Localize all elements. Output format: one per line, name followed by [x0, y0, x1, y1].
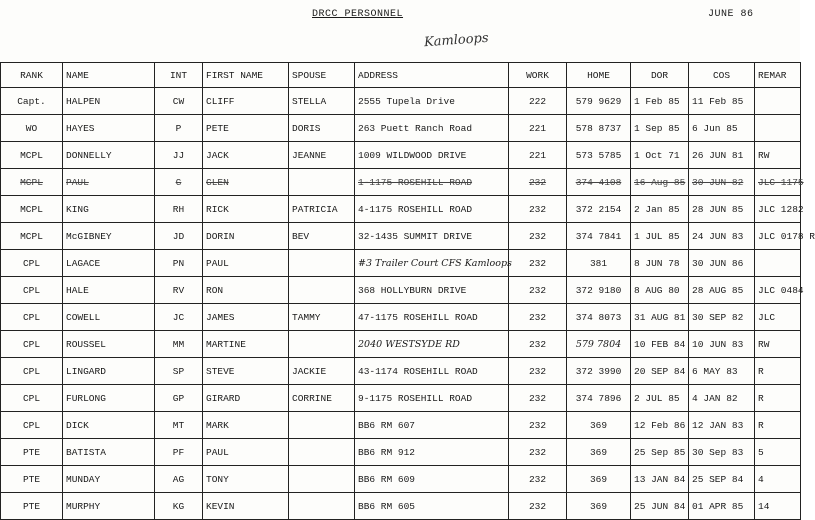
cell-remarks: [755, 88, 801, 115]
cell-int: CW: [155, 88, 203, 115]
cell-work: 232: [509, 304, 567, 331]
cell-dor: 25 Sep 85: [631, 439, 689, 466]
cell-work: 232: [509, 466, 567, 493]
cell-int: JJ: [155, 142, 203, 169]
cell-work: 232: [509, 223, 567, 250]
cell-home: 381: [567, 250, 631, 277]
cell-first: GIRARD: [203, 385, 289, 412]
cell-cos: 01 APR 85: [689, 493, 755, 520]
cell-rank: MCPL: [1, 196, 63, 223]
cell-address: 2555 Tupela Drive: [355, 88, 509, 115]
cell-rank: CPL: [1, 412, 63, 439]
cell-rank: CPL: [1, 358, 63, 385]
cell-name: LAGACE: [63, 250, 155, 277]
cell-first: DORIN: [203, 223, 289, 250]
cell-work: 232: [509, 493, 567, 520]
col-header-first-name: FIRST NAME: [203, 63, 289, 88]
cell-rank: PTE: [1, 466, 63, 493]
cell-address: 1009 WILDWOOD DRIVE: [355, 142, 509, 169]
cell-name: DICK: [63, 412, 155, 439]
cell-work: 232: [509, 169, 567, 196]
cell-name: DONNELLY: [63, 142, 155, 169]
cell-first: GLEN: [203, 169, 289, 196]
cell-int: JC: [155, 304, 203, 331]
cell-remarks: R: [755, 385, 801, 412]
table-row: [1, 358, 801, 385]
cell-cos: 10 JUN 83: [689, 331, 755, 358]
document-date: JUNE 86: [708, 9, 754, 20]
cell-home: 369: [567, 412, 631, 439]
cell-first: KEVIN: [203, 493, 289, 520]
table-row: [1, 385, 801, 412]
cell-rank: MCPL: [1, 169, 63, 196]
cell-remarks: JLC 0178 R: [755, 223, 801, 250]
cell-spouse: [289, 331, 355, 358]
cell-work: 232: [509, 439, 567, 466]
cell-cos: 28 AUG 85: [689, 277, 755, 304]
cell-first: TONY: [203, 466, 289, 493]
cell-remarks: JLC 1282: [755, 196, 801, 223]
cell-spouse: JEANNE: [289, 142, 355, 169]
cell-dor: 2 Jan 85: [631, 196, 689, 223]
cell-name: MUNDAY: [63, 466, 155, 493]
cell-address: 47-1175 ROSEHILL ROAD: [355, 304, 509, 331]
cell-address: 43-1174 ROSEHILL ROAD: [355, 358, 509, 385]
cell-name: PAUL: [63, 169, 155, 196]
cell-cos: 30 JUN 82: [689, 169, 755, 196]
col-header-home: HOME: [567, 63, 631, 88]
table-row: [1, 250, 801, 277]
col-header-work: WORK: [509, 63, 567, 88]
table-row: [1, 115, 801, 142]
cell-address: BB6 RM 912: [355, 439, 509, 466]
cell-spouse: [289, 439, 355, 466]
cell-name: LINGARD: [63, 358, 155, 385]
cell-rank: CPL: [1, 250, 63, 277]
cell-remarks: R: [755, 412, 801, 439]
cell-first: CLIFF: [203, 88, 289, 115]
document-title: DRCC PERSONNEL: [312, 9, 404, 20]
cell-int: JD: [155, 223, 203, 250]
cell-cos: 6 Jun 85: [689, 115, 755, 142]
cell-name: BATISTA: [63, 439, 155, 466]
cell-first: MARK: [203, 412, 289, 439]
cell-work: 232: [509, 196, 567, 223]
table-row: [1, 196, 801, 223]
cell-first: JAMES: [203, 304, 289, 331]
cell-name: HAYES: [63, 115, 155, 142]
cell-home: 369: [567, 493, 631, 520]
cell-dor: 10 FEB 84: [631, 331, 689, 358]
col-header-rank: RANK: [1, 63, 63, 88]
cell-spouse: JACKIE: [289, 358, 355, 385]
cell-cos: 4 JAN 82: [689, 385, 755, 412]
cell-cos: 6 MAY 83: [689, 358, 755, 385]
cell-int: RH: [155, 196, 203, 223]
cell-home: 579 9629: [567, 88, 631, 115]
cell-first: RICK: [203, 196, 289, 223]
cell-first: MARTINE: [203, 331, 289, 358]
cell-remarks: JLC: [755, 304, 801, 331]
cell-remarks: 5: [755, 439, 801, 466]
col-header-address: ADDRESS: [355, 63, 509, 88]
cell-rank: MCPL: [1, 223, 63, 250]
cell-dor: 16 Aug 85: [631, 169, 689, 196]
cell-spouse: PATRICIA: [289, 196, 355, 223]
col-header-cos: COS: [689, 63, 755, 88]
cell-spouse: [289, 169, 355, 196]
table-row: [1, 412, 801, 439]
cell-spouse: [289, 412, 355, 439]
cell-home: 374 4108: [567, 169, 631, 196]
cell-remarks: RW: [755, 331, 801, 358]
cell-rank: WO: [1, 115, 63, 142]
cell-spouse: TAMMY: [289, 304, 355, 331]
cell-remarks: JLC 1175: [755, 169, 801, 196]
personnel-table: [0, 62, 815, 520]
table-row: [1, 331, 801, 358]
cell-remarks: RW: [755, 142, 801, 169]
cell-cos: 30 JUN 86: [689, 250, 755, 277]
cell-cos: 25 SEP 84: [689, 466, 755, 493]
cell-remarks: JLC 0484: [755, 277, 801, 304]
cell-int: PN: [155, 250, 203, 277]
cell-dor: 13 JAN 84: [631, 466, 689, 493]
cell-rank: CPL: [1, 277, 63, 304]
cell-home: 374 7841: [567, 223, 631, 250]
cell-spouse: STELLA: [289, 88, 355, 115]
cell-dor: 8 JUN 78: [631, 250, 689, 277]
cell-home: 372 9180: [567, 277, 631, 304]
cell-address: BB6 RM 607: [355, 412, 509, 439]
cell-home: 369: [567, 439, 631, 466]
cell-address: 368 HOLLYBURN DRIVE: [355, 277, 509, 304]
cell-cos: 28 JUN 85: [689, 196, 755, 223]
table-row: [1, 223, 801, 250]
cell-cos: 11 Feb 85: [689, 88, 755, 115]
col-header-remarks: REMAR: [755, 63, 801, 88]
cell-cos: 26 JUN 81: [689, 142, 755, 169]
cell-cos: 30 Sep 83: [689, 439, 755, 466]
cell-dor: 1 Sep 85: [631, 115, 689, 142]
cell-int: SP: [155, 358, 203, 385]
cell-work: 221: [509, 115, 567, 142]
cell-address: 263 Puett Ranch Road: [355, 115, 509, 142]
table-row: [1, 493, 801, 520]
cell-rank: CPL: [1, 385, 63, 412]
cell-address: 32-1435 SUMMIT DRIVE: [355, 223, 509, 250]
cell-work: 232: [509, 385, 567, 412]
cell-remarks: 14: [755, 493, 801, 520]
cell-rank: MCPL: [1, 142, 63, 169]
cell-spouse: DORIS: [289, 115, 355, 142]
cell-name: HALPEN: [63, 88, 155, 115]
table-row: [1, 439, 801, 466]
table-row: [1, 142, 801, 169]
table-row: [1, 88, 801, 115]
cell-spouse: [289, 250, 355, 277]
cell-cos: 24 JUN 83: [689, 223, 755, 250]
cell-int: MT: [155, 412, 203, 439]
cell-name: HALE: [63, 277, 155, 304]
cell-first: STEVE: [203, 358, 289, 385]
cell-remarks: R: [755, 358, 801, 385]
cell-remarks: 4: [755, 466, 801, 493]
cell-dor: 31 AUG 81: [631, 304, 689, 331]
cell-int: KG: [155, 493, 203, 520]
cell-address: 2040 WESTSYDE RD: [355, 331, 509, 358]
cell-spouse: BEV: [289, 223, 355, 250]
cell-int: PF: [155, 439, 203, 466]
cell-int: RV: [155, 277, 203, 304]
cell-name: KING: [63, 196, 155, 223]
cell-name: FURLONG: [63, 385, 155, 412]
cell-dor: 8 AUG 80: [631, 277, 689, 304]
cell-name: ROUSSEL: [63, 331, 155, 358]
cell-work: 232: [509, 277, 567, 304]
cell-name: COWELL: [63, 304, 155, 331]
table-row: [1, 466, 801, 493]
col-header-dor: DOR: [631, 63, 689, 88]
cell-int: P: [155, 115, 203, 142]
cell-name: MURPHY: [63, 493, 155, 520]
cell-work: 221: [509, 142, 567, 169]
cell-dor: 1 Oct 71: [631, 142, 689, 169]
cell-remarks: [755, 250, 801, 277]
cell-rank: CPL: [1, 331, 63, 358]
cell-name: McGIBNEY: [63, 223, 155, 250]
table-row: [1, 304, 801, 331]
cell-first: RON: [203, 277, 289, 304]
col-header-int: INT: [155, 63, 203, 88]
cell-cos: 30 SEP 82: [689, 304, 755, 331]
cell-home: 374 8073: [567, 304, 631, 331]
cell-dor: 12 Feb 86: [631, 412, 689, 439]
cell-spouse: [289, 466, 355, 493]
col-header-name: NAME: [63, 63, 155, 88]
cell-int: MM: [155, 331, 203, 358]
cell-remarks: [755, 115, 801, 142]
cell-rank: PTE: [1, 493, 63, 520]
cell-int: GP: [155, 385, 203, 412]
cell-first: PETE: [203, 115, 289, 142]
table-header-row: [1, 63, 801, 88]
cell-home: 369: [567, 466, 631, 493]
table-row: [1, 169, 801, 196]
cell-spouse: [289, 493, 355, 520]
cell-address: 1-1175 ROSEHILL ROAD: [355, 169, 509, 196]
cell-home: 579 7804: [567, 331, 631, 358]
table-row: [1, 277, 801, 304]
cell-int: AG: [155, 466, 203, 493]
cell-rank: Capt.: [1, 88, 63, 115]
cell-spouse: CORRINE: [289, 385, 355, 412]
cell-first: JACK: [203, 142, 289, 169]
cell-first: PAUL: [203, 250, 289, 277]
cell-work: 232: [509, 412, 567, 439]
cell-home: 372 3990: [567, 358, 631, 385]
cell-work: 222: [509, 88, 567, 115]
cell-first: PAUL: [203, 439, 289, 466]
cell-address: 4-1175 ROSEHILL ROAD: [355, 196, 509, 223]
cell-work: 232: [509, 250, 567, 277]
cell-work: 232: [509, 358, 567, 385]
cell-address: BB6 RM 609: [355, 466, 509, 493]
cell-work: 232: [509, 331, 567, 358]
cell-home: 374 7896: [567, 385, 631, 412]
cell-address: #3 Trailer Court CFS Kamloops: [355, 250, 509, 277]
cell-home: 573 5785: [567, 142, 631, 169]
handwritten-location: Kamloops: [423, 30, 490, 51]
cell-dor: 20 SEP 84: [631, 358, 689, 385]
cell-address: BB6 RM 605: [355, 493, 509, 520]
col-header-spouse: SPOUSE: [289, 63, 355, 88]
cell-cos: 12 JAN 83: [689, 412, 755, 439]
cell-dor: 2 JUL 85: [631, 385, 689, 412]
cell-rank: PTE: [1, 439, 63, 466]
cell-dor: 25 JUN 84: [631, 493, 689, 520]
cell-int: G: [155, 169, 203, 196]
cell-home: 578 8737: [567, 115, 631, 142]
cell-dor: 1 JUL 85: [631, 223, 689, 250]
cell-rank: CPL: [1, 304, 63, 331]
cell-home: 372 2154: [567, 196, 631, 223]
cell-address: 9-1175 ROSEHILL ROAD: [355, 385, 509, 412]
cell-dor: 1 Feb 85: [631, 88, 689, 115]
cell-spouse: [289, 277, 355, 304]
